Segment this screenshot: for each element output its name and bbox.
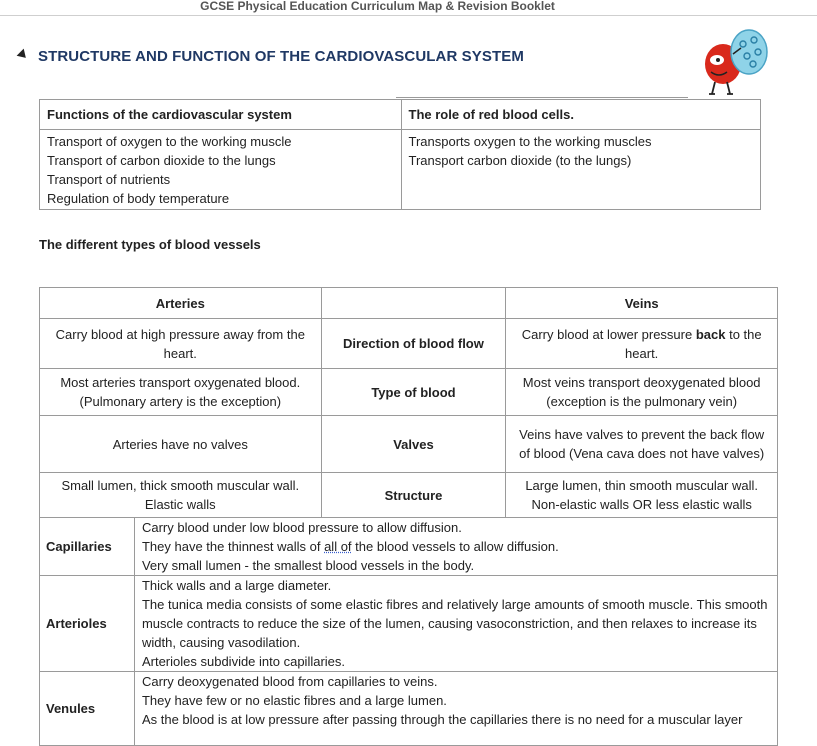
- small-vessels-table: [39, 517, 778, 746]
- header-divider: [0, 15, 817, 16]
- vessels-comparison-table: [39, 287, 778, 518]
- blank-header: [321, 288, 506, 319]
- text-line: Arterioles subdivide into capillaries.: [141, 654, 346, 669]
- veins-direction: [506, 319, 778, 369]
- veins-blood-type: Most veins transport deoxygenated blood (exception is the pulmonary vein): [506, 369, 778, 416]
- emphasis-back: back: [695, 326, 726, 342]
- capillaries-description: [134, 518, 777, 576]
- functions-list: [40, 130, 402, 210]
- collapse-triangle-icon[interactable]: [17, 49, 30, 62]
- structure-label: Structure: [321, 473, 506, 518]
- list-item: Transports oxygen to the working muscles: [408, 134, 652, 149]
- rbc-role-header: The role of red blood cells.: [401, 100, 760, 130]
- arterioles-description: [134, 576, 777, 672]
- veins-header: Veins: [506, 288, 778, 319]
- capillaries-label: Capillaries: [40, 518, 135, 576]
- list-item: Regulation of body temperature: [47, 191, 230, 206]
- decorative-rule: [396, 97, 688, 98]
- arteries-header: Arteries: [40, 288, 322, 319]
- arteries-structure: Small lumen, thick smooth muscular wall. Elastic walls: [40, 473, 322, 518]
- functions-header: Functions of the cardiovascular system: [40, 100, 402, 130]
- grammar-flag: all of: [324, 539, 352, 554]
- text-span: the blood vessels to allow diffusion.: [351, 539, 559, 554]
- venules-description: [134, 672, 777, 746]
- arteries-direction: Carry blood at high pressure away from the heart.: [40, 319, 322, 369]
- text-line: Carry deoxygenated blood from capillaries to veins.: [141, 674, 438, 689]
- list-item: Transport of nutrients: [47, 172, 171, 187]
- text-line: [142, 537, 770, 556]
- section-heading-text: STRUCTURE AND FUNCTION OF THE CARDIOVASCULAR SYSTEM: [38, 48, 524, 65]
- list-item: Transport of carbon dioxide to the lungs: [47, 153, 276, 168]
- text-line: Thick walls and a large diameter.: [141, 578, 332, 593]
- red-blood-cell-mascot-icon: [697, 24, 777, 96]
- direction-label: Direction of blood flow: [321, 319, 506, 369]
- list-item: Transport of oxygen to the working muscle: [47, 134, 292, 149]
- veins-direction-text: Carry blood at lower pressure: [521, 326, 696, 342]
- text-span: They have the thinnest walls of: [141, 539, 325, 554]
- veins-structure: Large lumen, thin smooth muscular wall. Non-elastic walls OR less elastic walls: [506, 473, 778, 518]
- arterioles-label: Arterioles: [40, 576, 135, 672]
- functions-table: [39, 99, 761, 210]
- arteries-blood-type: Most arteries transport oxygenated blood. (Pulmonary artery is the exception): [40, 369, 322, 416]
- page-header-title: GCSE Physical Education Curriculum Map & Revision Booklet: [200, 0, 555, 13]
- rbc-role-list: [401, 130, 760, 210]
- section-heading: [18, 48, 524, 65]
- valves-label: Valves: [321, 416, 506, 473]
- text-line: Very small lumen - the smallest blood vessels in the body.: [141, 558, 475, 573]
- vessels-heading: The different types of blood vessels: [39, 237, 261, 252]
- text-line: Carry blood under low blood pressure to allow diffusion.: [141, 520, 462, 535]
- text-line: They have few or no elastic fibres and a large lumen.: [141, 693, 447, 708]
- venules-label: Venules: [40, 672, 135, 746]
- veins-valves: Veins have valves to prevent the back flow of blood (Vena cava does not have valves): [506, 416, 778, 473]
- blood-type-label: Type of blood: [321, 369, 506, 416]
- text-line: As the blood is at low pressure after passing through the capillaries there is no need for a muscular layer: [141, 712, 743, 727]
- veins-direction-text-end: to the heart.: [625, 326, 762, 361]
- arteries-valves: Arteries have no valves: [40, 416, 322, 473]
- text-line: The tunica media consists of some elastic fibres and relatively large amounts of smooth muscle. This smooth muscle contracts to reduce the size of the lumen, causing vasoconstriction, and then relaxes to increase its width, causing vasodilation.: [141, 597, 768, 650]
- list-item: Transport carbon dioxide (to the lungs): [408, 153, 632, 168]
